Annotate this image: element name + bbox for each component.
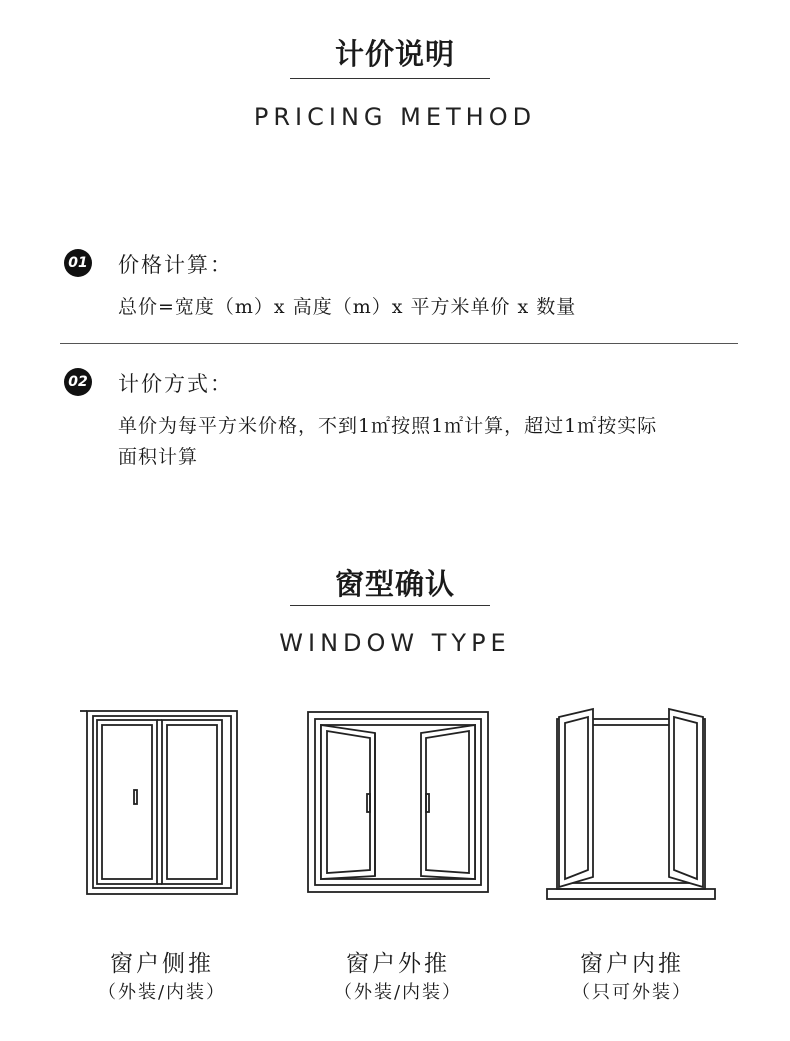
- pricing-method-text-line1: 单价为每平方米价格，不到1㎡按照1㎡计算，超过1㎡按实际: [118, 415, 658, 437]
- window-type-title-rule: [290, 605, 490, 606]
- window-type-subtitle: WINDOW TYPE: [279, 629, 511, 657]
- window-note-outward: （外装/内装）: [333, 982, 463, 1003]
- pricing-title: 计价说明: [334, 37, 455, 71]
- window-name-inward: 窗户内推: [580, 951, 684, 977]
- window-note-inward: （只可外装）: [572, 982, 692, 1003]
- outward-casement-window-icon: [303, 708, 493, 898]
- item-number-badge: 02: [64, 368, 92, 396]
- window-note-sliding: （外装/内装）: [97, 982, 227, 1003]
- pricing-method-text-line2: 面积计算: [118, 446, 199, 468]
- window-type-title: 窗型确认: [334, 567, 455, 601]
- section-divider: [60, 343, 738, 344]
- pricing-subtitle: PRICING METHOD: [253, 103, 537, 131]
- pricing-title-rule: [290, 78, 490, 79]
- item-number-badge: 01: [64, 249, 92, 277]
- window-name-outward: 窗户外推: [346, 951, 450, 977]
- inward-casement-window-icon: [545, 705, 720, 905]
- pricing-method-heading: 计价方式：: [118, 372, 233, 396]
- window-name-sliding: 窗户侧推: [110, 951, 214, 977]
- price-calc-formula: 总价=宽度（m）x 高度（m）x 平方米单价 x 数量: [118, 296, 577, 318]
- price-calc-heading: 价格计算：: [118, 253, 233, 277]
- sliding-window-icon: [80, 702, 245, 902]
